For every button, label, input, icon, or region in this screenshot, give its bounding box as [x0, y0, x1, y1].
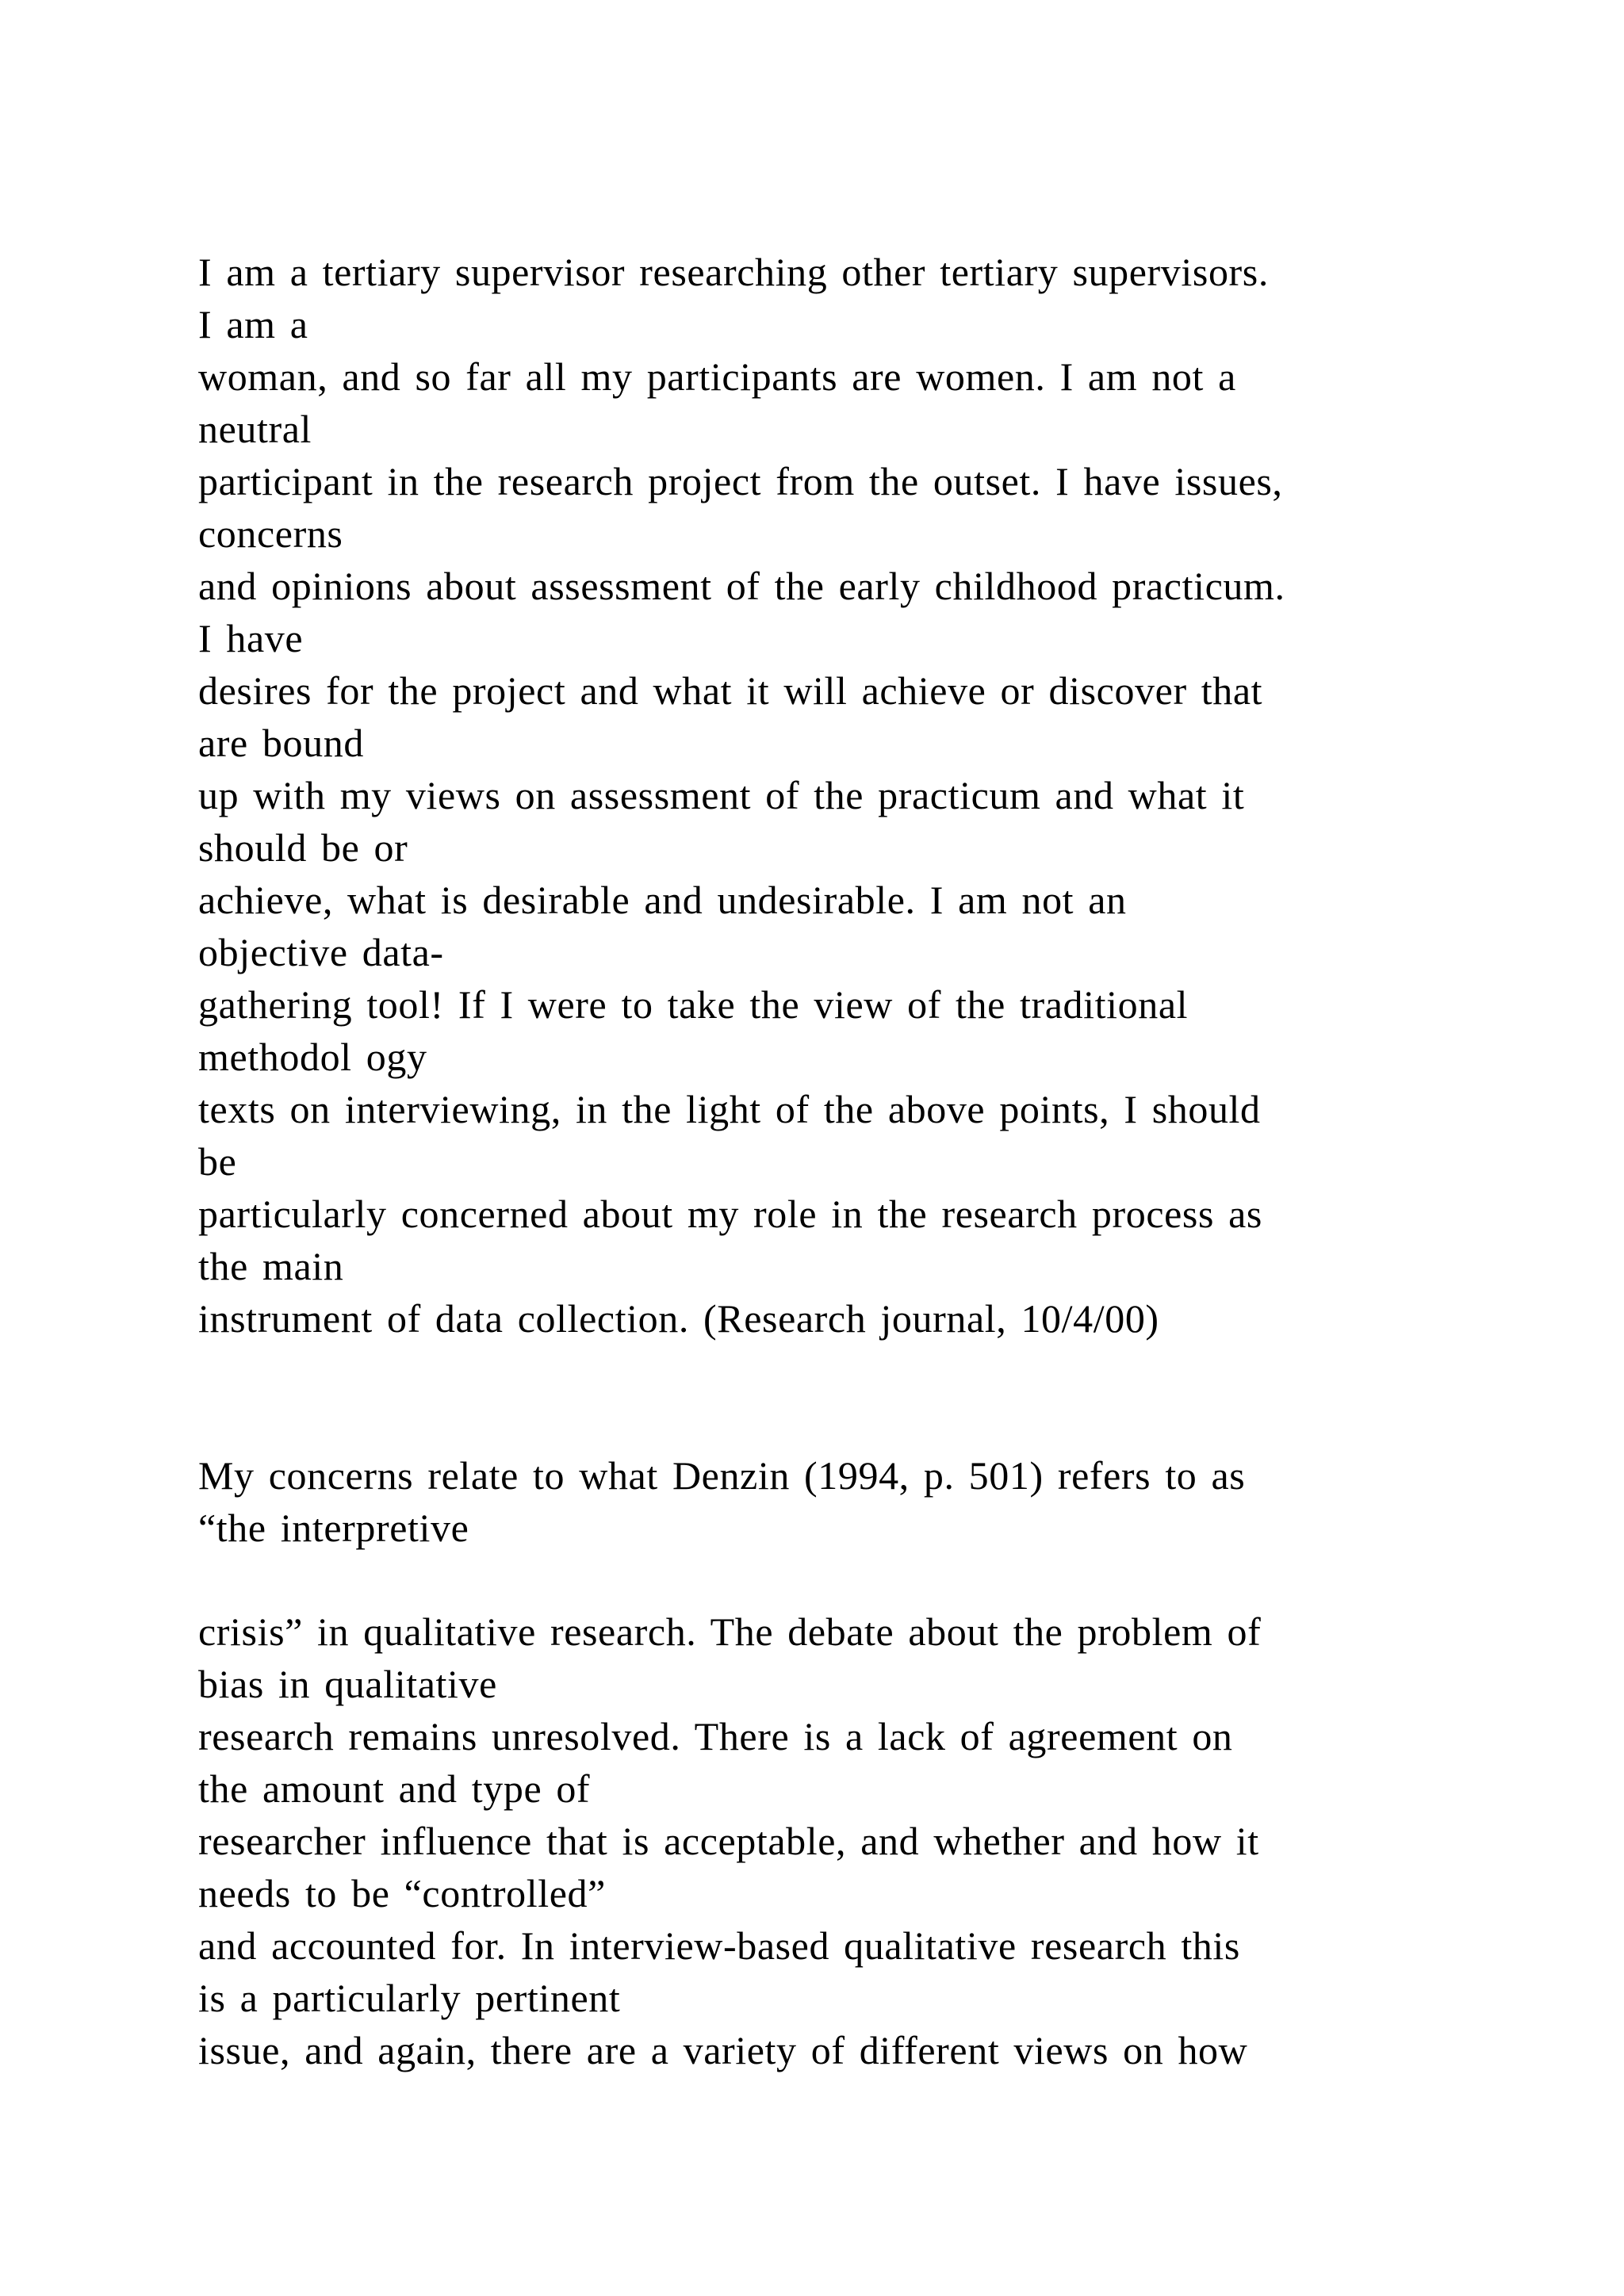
text-line: should be or [198, 825, 408, 870]
text-line: research remains unresolved. There is a lack of agreement on [198, 1714, 1233, 1758]
text-line: “the interpretive [198, 1506, 469, 1550]
text-line: gathering tool! If I were to take the view of the traditional [198, 982, 1189, 1027]
text-line: achieve, what is desirable and undesirable. I am not an [198, 878, 1127, 922]
text-line: the amount and type of [198, 1766, 591, 1811]
text-line: is a particularly pertinent [198, 1976, 621, 2020]
journal-excerpt-paragraph [198, 246, 1285, 1345]
text-line: I have [198, 616, 304, 660]
text-line: up with my views on assessment of the practicum and what it [198, 773, 1245, 817]
text-line: instrument of data collection. (Research journal, 10/4/00) [198, 1296, 1159, 1341]
text-line: be [198, 1139, 237, 1184]
text-line: particularly concerned about my role in the research process as [198, 1192, 1262, 1236]
text-line: texts on interviewing, in the light of the above points, I should [198, 1087, 1261, 1131]
text-line: woman, and so far all my participants are women. I am not a [198, 354, 1236, 399]
text-line: and opinions about assessment of the early childhood practicum. [198, 564, 1285, 608]
text-line: the main [198, 1244, 344, 1288]
text-line: concerns [198, 511, 343, 556]
text-line: crisis” in qualitative research. The debate about the problem of [198, 1609, 1262, 1654]
text-line: participant in the research project from the outset. I have issues, [198, 459, 1283, 503]
interpretive-crisis-paragraph [198, 1605, 1261, 2076]
text-line: and accounted for. In interview-based qualitative research this [198, 1923, 1240, 1968]
text-line: neutral [198, 407, 312, 451]
text-line: I am a [198, 302, 308, 346]
denzin-paragraph-start [198, 1449, 1245, 1554]
text-line: bias in qualitative [198, 1662, 497, 1706]
text-line: I am a tertiary supervisor researching other tertiary supervisors. [198, 250, 1269, 294]
text-line: are bound [198, 721, 364, 765]
text-line: objective data- [198, 930, 444, 974]
text-line: needs to be “controlled” [198, 1871, 606, 1915]
text-line: My concerns relate to what Denzin (1994, p. 501) refers to as [198, 1453, 1246, 1498]
text-line: desires for the project and what it will achieve or discover that [198, 668, 1263, 713]
text-line: issue, and again, there are a variety of different views on how [198, 2028, 1248, 2072]
text-line: methodol ogy [198, 1035, 427, 1079]
text-line: researcher influence that is acceptable, and whether and how it [198, 1819, 1259, 1863]
